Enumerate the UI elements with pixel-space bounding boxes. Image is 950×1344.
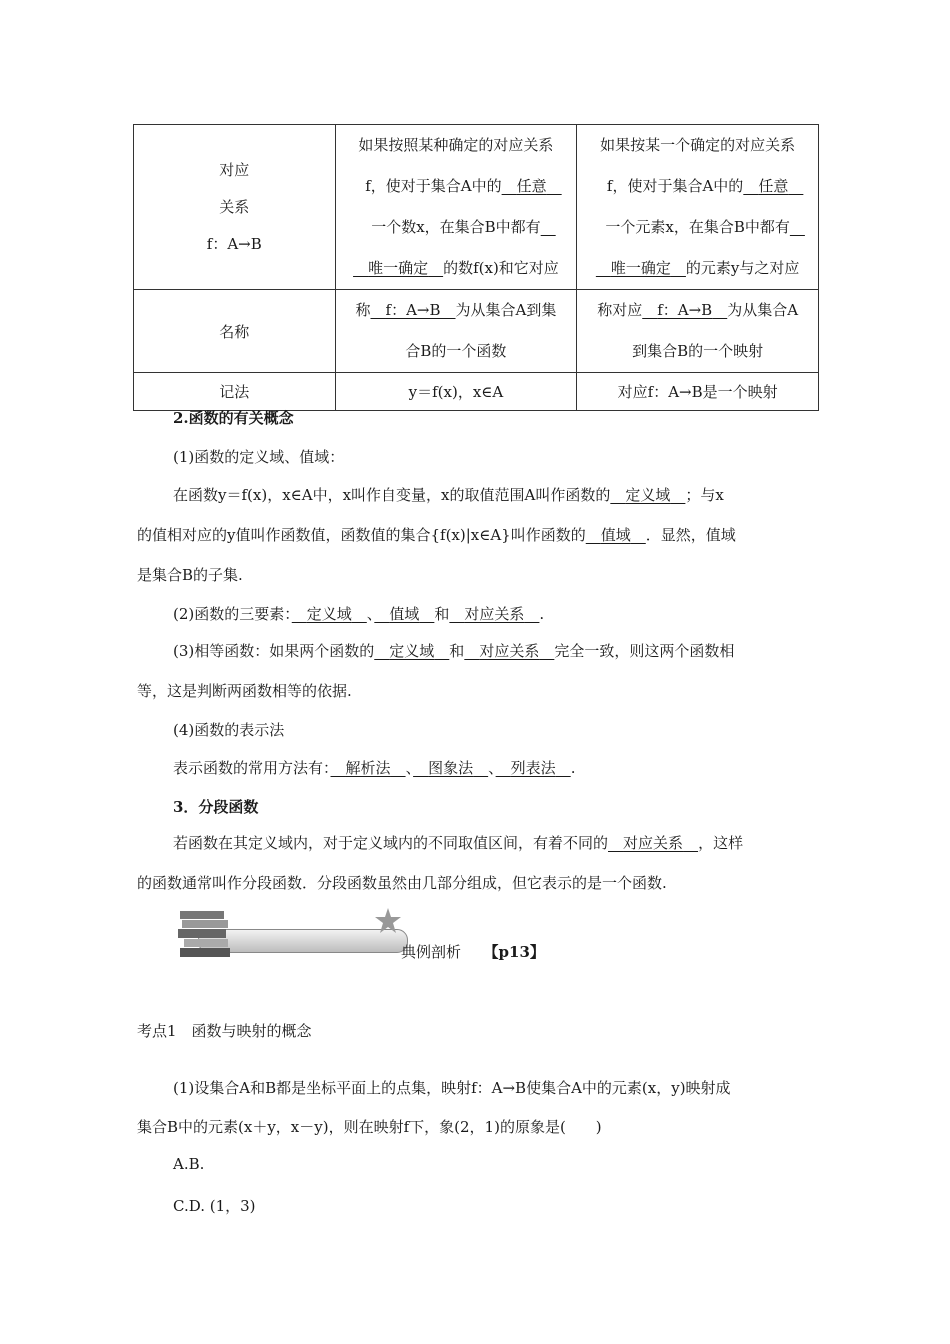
- blank-answer: 解析法: [345, 759, 391, 777]
- blank-answer: 任意: [516, 177, 547, 195]
- blank-answer: 图象法: [428, 759, 474, 777]
- books-icon: [176, 905, 236, 961]
- paragraph: (3)相等函数：如果两个函数的 定义域 和 对应关系 完全一致，则这两个函数相: [173, 642, 735, 660]
- leaf-icon: [374, 907, 402, 935]
- paragraph: (1)函数的定义域、值域：: [173, 448, 345, 466]
- question-text: 集合B中的元素(x＋y，x－y)，则在映射f下，象(2，1)的原象是( ): [137, 1118, 602, 1136]
- banner-title: 典例剖析 【p13】: [401, 943, 545, 961]
- blank-answer: 唯一确定: [610, 259, 671, 277]
- blank-answer: 列表法: [510, 759, 556, 777]
- cell-line: 称对应 f：A→B 为从集合A: [597, 301, 799, 319]
- paragraph: 在函数y＝f(x)，x∈A中，x叫作自变量，x的取值范围A叫作函数的 定义域 ；与x: [173, 486, 724, 504]
- cell-line: 唯一确定 的数f(x)和它对应: [336, 248, 577, 289]
- paragraph: (2)函数的三要素： 定义域 、 值域 和 对应关系 .: [173, 605, 545, 623]
- section-3-title: 3．分段函数: [173, 798, 259, 816]
- paragraph: 的函数通常叫作分段函数．分段函数虽然由几部分组成，但它表示的是一个函数.: [137, 874, 667, 892]
- paragraph: 表示函数的常用方法有： 解析法 、 图象法 、 列表法 .: [173, 759, 576, 777]
- blank-answer: 值域: [389, 605, 420, 623]
- paragraph: 的值相对应的y值叫作函数值，函数值的集合{f(x)|x∈A}叫作函数的 值域 ．显然，值域: [137, 526, 736, 544]
- cell-line: 合B的一个函数: [405, 342, 507, 360]
- blank-answer: 对应关系: [464, 605, 525, 623]
- blank-answer: 定义域: [389, 642, 435, 660]
- row-head-notation: 记法: [134, 373, 336, 411]
- head-line: 关系: [219, 197, 250, 216]
- cell-function-correspondence: [335, 125, 577, 290]
- cell-line: 如果按某一个确定的对应关系: [600, 136, 796, 154]
- head-line: f：A→B: [206, 234, 262, 253]
- option-line: A.B.: [173, 1155, 205, 1173]
- cell-function-notation: y＝f(x)，x∈A: [335, 373, 577, 411]
- blank-answer: 对应关系: [479, 642, 540, 660]
- blank-answer: 任意: [758, 177, 789, 195]
- blank-answer: 对应关系: [623, 834, 684, 852]
- blank-answer: 定义域: [306, 605, 352, 623]
- cell-line: f，使对于集合A中的 任意: [577, 166, 818, 207]
- cell-line: 一个元素x，在集合B中都有: [605, 218, 790, 236]
- question-text: (1)设集合A和B都是坐标平面上的点集，映射f：A→B使集合A中的元素(x，y)映射成: [173, 1079, 731, 1097]
- cell-line: 一个数x，在集合B中都有: [371, 218, 541, 236]
- cell-line: 到集合B的一个映射: [632, 342, 764, 360]
- paragraph: 若函数在其定义域内，对于定义域内的不同取值区间，有着不同的 对应关系 ，这样: [173, 834, 744, 852]
- paragraph: 是集合B的子集.: [137, 566, 243, 584]
- blank-answer: 定义域: [625, 486, 671, 504]
- function-mapping-table: [133, 124, 819, 411]
- cell-line: 称 f：A→B 为从集合A到集: [355, 301, 557, 319]
- cell-line: 唯一确定 的元素y与之对应: [577, 248, 818, 289]
- blank-answer: 唯一确定: [368, 259, 429, 277]
- blank-answer: 值域: [600, 526, 631, 544]
- cell-function-name: [335, 290, 577, 373]
- row-head-name: 名称: [134, 290, 336, 373]
- head-line: 对应: [219, 160, 250, 179]
- cell-mapping-name: [577, 290, 819, 373]
- kaodian-heading: 考点1 函数与映射的概念: [137, 1022, 312, 1040]
- option-line: C.D. (1，3): [173, 1197, 256, 1215]
- cell-line: 如果按照某种确定的对应关系: [358, 136, 554, 154]
- cell-mapping-correspondence: [577, 125, 819, 290]
- section-2-title: 2.函数的有关概念: [173, 409, 294, 427]
- blank-answer: f：A→B: [385, 301, 441, 319]
- paragraph: 等，这是判断两函数相等的依据.: [137, 682, 352, 700]
- row-head-correspondence: [134, 125, 336, 290]
- example-banner: [176, 905, 545, 965]
- blank-answer: f：A→B: [657, 301, 713, 319]
- cell-mapping-notation: 对应f：A→B是一个映射: [577, 373, 819, 411]
- cell-line: f，使对于集合A中的 任意: [336, 166, 577, 207]
- paragraph: (4)函数的表示法: [173, 721, 285, 739]
